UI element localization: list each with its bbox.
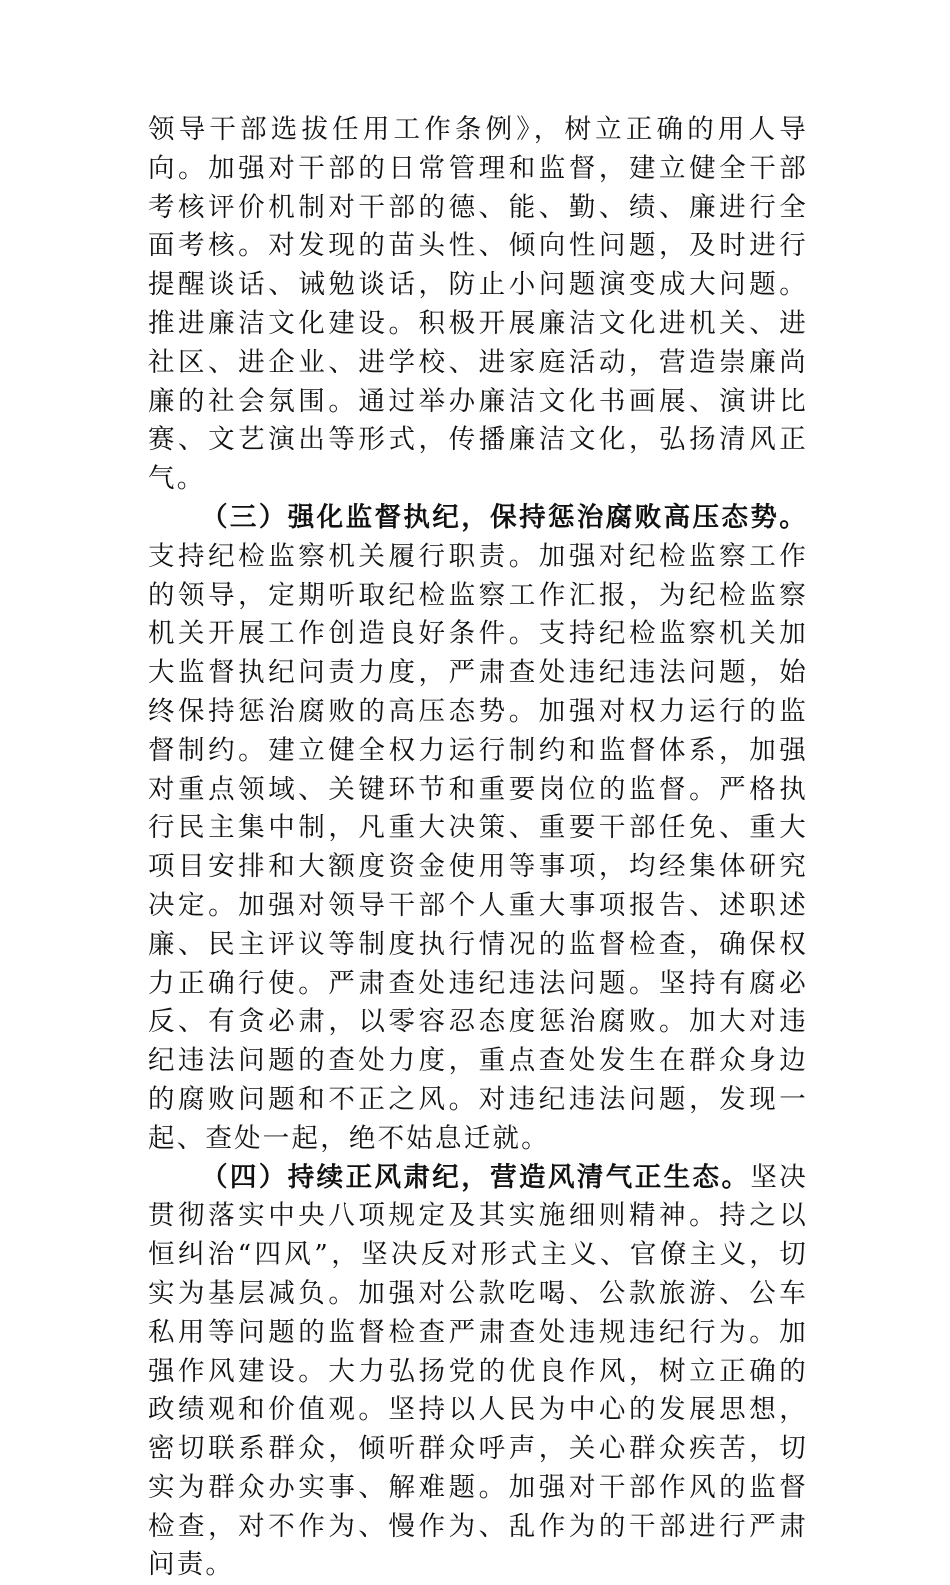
section-heading: （四）持续正风肃纪，营造风清气正生态。 [201, 1161, 751, 1193]
document-page [148, 111, 808, 1585]
section-heading: （三）强化监督执纪，保持惩治腐败高压态势。 [201, 501, 808, 533]
paragraph-intro-continued [148, 111, 808, 499]
paragraph-text: 坚决贯彻落实中央八项规定及其实施细则精神。持之以恒纠治“四风”，坚决反对形式主义、官僚主义，切实为基层减负。加强对公款吃喝、公款旅游、公车私用等问题的监督检查严肃查处违规违纪行为。加强作风建设。大力弘扬党的优良作风，树立正确的政绩观和价值观。坚持以人民为中心的发展思想，密切联系群众，倾听群众呼声，关心群众疾苦，切实为群众办实事、解难题。加强对干部作风的监督检查，对不作为、慢作为、乱作为的干部进行严肃问责。 [148, 1161, 808, 1581]
paragraph-section-3 [148, 499, 808, 1159]
paragraph-section-4 [148, 1159, 808, 1585]
paragraph-text: 领导干部选拔任用工作条例》，树立正确的用人导向。加强对干部的日常管理和监督，建立健全干部考核评价机制对干部的德、能、勤、绩、廉进行全面考核。对发现的苗头性、倾向性问题，及时进行提醒谈话、诫勉谈话，防止小问题演变成大问题。推进廉洁文化建设。积极开展廉洁文化进机关、进社区、进企业、进学校、进家庭活动，营造崇廉尚廉的社会氛围。通过举办廉洁文化书画展、演讲比赛、文艺演出等形式，传播廉洁文化，弘扬清风正气。 [148, 114, 808, 495]
paragraph-text: 支持纪检监察机关履行职责。加强对纪检监察工作的领导，定期听取纪检监察工作汇报，为纪检监察机关开展工作创造良好条件。支持纪检监察机关加大监督执纪问责力度，严肃查处违纪违法问题，始终保持惩治腐败的高压态势。加强对权力运行的监督制约。建立健全权力运行制约和监督体系，加强对重点领域、关键环节和重要岗位的监督。严格执行民主集中制，凡重大决策、重要干部任免、重大项目安排和大额度资金使用等事项，均经集体研究决定。加强对领导干部个人重大事项报告、述职述廉、民主评议等制度执行情况的监督检查，确保权力正确行使。严肃查处违纪违法问题。坚持有腐必反、有贪必肃，以零容忍态度惩治腐败。加大对违纪违法问题的查处力度，重点查处发生在群众身边的腐败问题和不正之风。对违纪违法问题，发现一起、查处一起，绝不姑息迁就。 [148, 540, 808, 1154]
